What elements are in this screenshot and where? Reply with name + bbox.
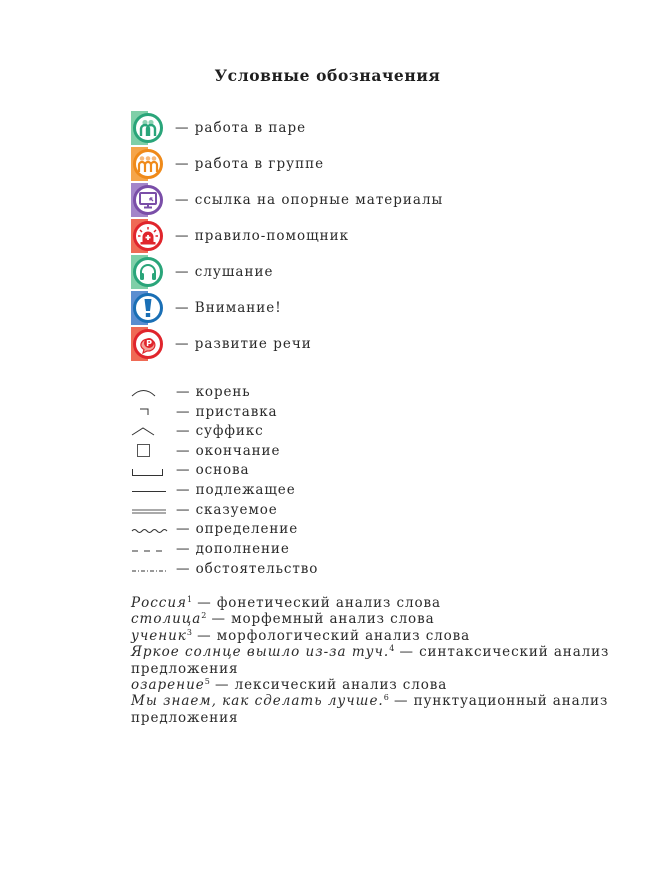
legend-label: — правило-помощник xyxy=(175,228,350,244)
example-word: столица xyxy=(131,611,202,628)
legend-item-object xyxy=(131,540,290,558)
analysis-description: — синтаксический анализ xyxy=(394,644,610,661)
footnote-number: 5 xyxy=(204,677,210,687)
legend-label: — работа в группе xyxy=(175,156,325,172)
legend-item-reference-materials xyxy=(131,183,443,217)
legend-label: — основа xyxy=(176,462,250,478)
legend-item-speech-development xyxy=(131,327,312,361)
double-line-symbol xyxy=(131,501,173,519)
footnote-number: 1 xyxy=(186,595,193,604)
legend-label: — работа в паре xyxy=(175,120,307,136)
legend-item-group-work xyxy=(131,147,324,181)
legend-item-suffix xyxy=(131,422,264,440)
footnote-number: 4 xyxy=(389,644,395,654)
svg-text:P: P xyxy=(146,339,152,348)
root-arc-symbol xyxy=(131,383,173,401)
footnote-number: 6 xyxy=(383,693,389,703)
legend-item-prefix xyxy=(131,403,278,421)
legend-label: — обстоятельство xyxy=(176,561,319,577)
single-line-symbol xyxy=(131,481,173,499)
legend-item-adverbial xyxy=(131,560,318,578)
legend-item-ending xyxy=(131,442,280,460)
legend-item-attention xyxy=(131,291,282,325)
suffix-caret-symbol xyxy=(131,422,173,440)
dash-dot-line-symbol xyxy=(131,560,173,578)
legend-label: — корень xyxy=(176,384,251,400)
example-word: Россия xyxy=(131,595,187,611)
legend-label: — приставка xyxy=(176,404,278,420)
exclamation-attention-icon xyxy=(131,291,165,325)
page-title: Условные обозначения xyxy=(214,66,441,85)
analysis-item-morphological xyxy=(131,628,581,644)
headphones-icon xyxy=(131,255,165,289)
analysis-item-phonetic xyxy=(131,595,581,611)
legend-item-root xyxy=(131,383,251,401)
legend-label: — определение xyxy=(176,521,299,537)
legend-item-attribute xyxy=(131,520,298,538)
legend-item-helper-rule xyxy=(131,219,349,253)
analysis-description: — морфологический анализ слова xyxy=(191,627,471,644)
analysis-legend xyxy=(131,595,610,726)
analysis-description: — морфемный анализ слова xyxy=(206,611,435,628)
example-word: ученик xyxy=(131,627,187,644)
legend-item-subject xyxy=(131,481,296,499)
legend-label: — Внимание! xyxy=(175,300,282,316)
analysis-description: — фонетический анализ слова xyxy=(192,595,441,611)
legend-label: — подлежащее xyxy=(176,482,296,498)
legend-item-predicate xyxy=(131,501,278,519)
group-work-icon xyxy=(131,147,165,181)
example-word: озарение xyxy=(131,677,205,694)
analysis-item-punctuation xyxy=(131,693,609,710)
example-sentence: Яркое солнце вышло из-за туч. xyxy=(131,644,390,661)
example-sentence: Мы знаем, как сделать лучше. xyxy=(131,693,384,710)
legend-label: — слушание xyxy=(175,264,274,280)
analysis-item-lexical xyxy=(131,677,581,693)
speech-bubble-p-icon xyxy=(131,327,165,361)
legend-label: — развитие речи xyxy=(175,336,312,352)
ending-box-symbol xyxy=(131,442,173,460)
legend-label: — ссылка на опорные материалы xyxy=(175,192,444,208)
legend-item-pair-work xyxy=(131,111,306,145)
stem-bracket-symbol xyxy=(131,461,173,479)
dashed-line-symbol xyxy=(131,540,173,558)
siren-helper-rule-icon xyxy=(131,219,165,253)
legend-label: — дополнение xyxy=(176,541,290,557)
analysis-item-syntactic xyxy=(131,644,610,661)
legend-label: — сказуемое xyxy=(176,502,278,518)
footnote-number: 3 xyxy=(186,627,192,637)
legend-item-stem xyxy=(131,461,249,479)
analysis-description: — лексический анализ слова xyxy=(209,677,448,694)
pair-work-icon xyxy=(131,111,165,145)
reference-materials-icon xyxy=(131,183,165,217)
analysis-description-continued: предложения xyxy=(131,709,239,726)
analysis-description-continued: предложения xyxy=(131,660,239,677)
footnote-number: 2 xyxy=(201,611,207,621)
legend-label: — суффикс xyxy=(176,423,264,439)
wavy-line-symbol xyxy=(131,520,173,538)
analysis-description: — пунктуационный анализ xyxy=(388,693,609,710)
analysis-item-morphemic xyxy=(131,611,581,627)
legend-item-listening xyxy=(131,255,273,289)
prefix-corner-symbol xyxy=(131,403,173,421)
legend-label: — окончание xyxy=(176,443,281,459)
